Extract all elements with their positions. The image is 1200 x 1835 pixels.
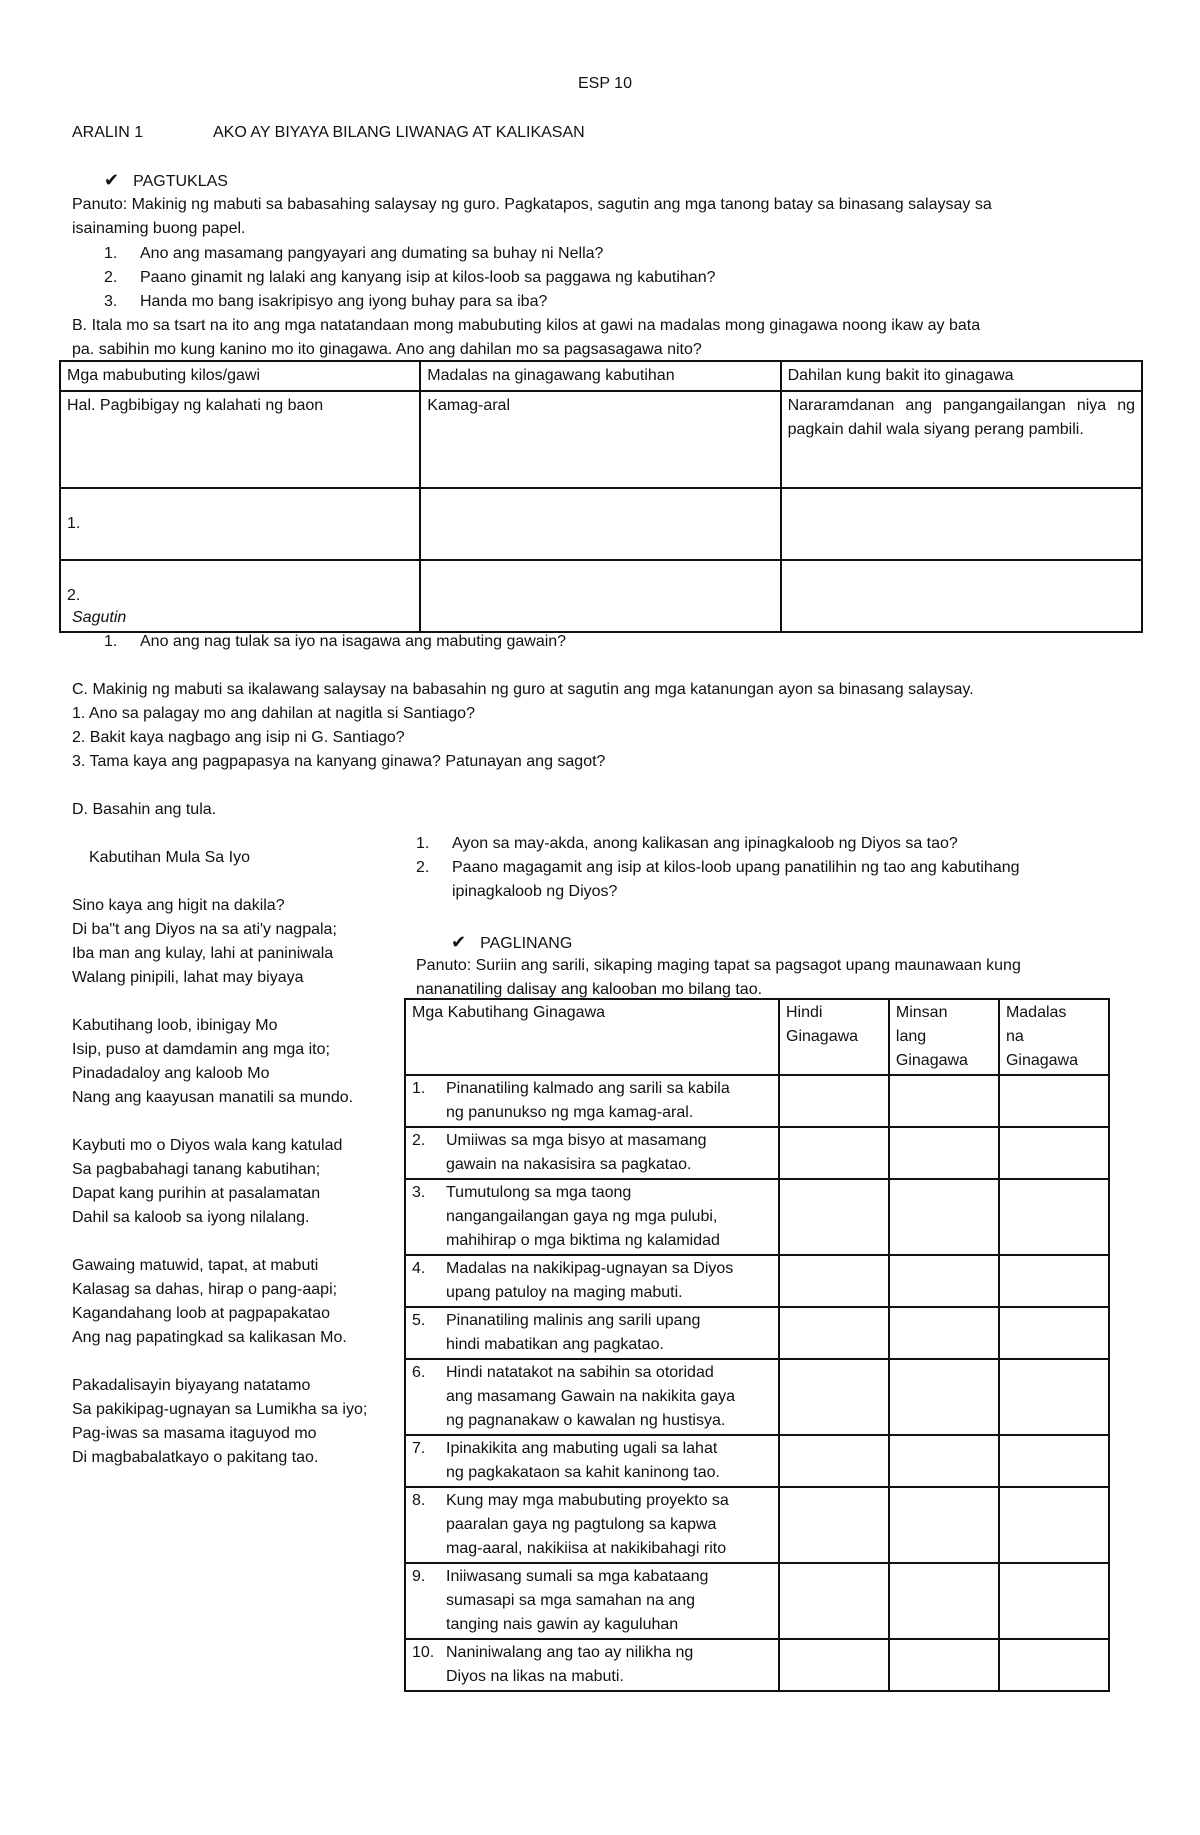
poem-line: Nang ang kaayusan manatili sa mundo. xyxy=(72,1089,354,1106)
section-b-instruction: B. Itala mo sa tsart na ito ang mga natatandaan mong mabubuting kilos at gawi na madalas mong ginagawa noong ikaw ay bata xyxy=(72,317,981,334)
table-cell: Kamag-aral xyxy=(420,391,780,488)
checkbox-cell[interactable] xyxy=(779,1075,889,1127)
pagtuklas-questions xyxy=(104,242,716,314)
section-c-question: 2. Bakit kaya nagbago ang isip ni G. Santiago? xyxy=(72,729,405,746)
checkbox-cell[interactable] xyxy=(779,1307,889,1359)
checkbox-cell[interactable] xyxy=(779,1639,889,1691)
checkbox-cell[interactable] xyxy=(999,1435,1109,1487)
paglinang-label: PAGLINANG xyxy=(480,935,573,952)
paglinang-heading xyxy=(451,930,572,956)
section-c-question: 1. Ano sa palagay mo ang dahilan at nagitla si Santiago? xyxy=(72,705,475,722)
checkbox-cell[interactable] xyxy=(889,1359,999,1435)
item-cell: 8. Kung may mga mabubuting proyekto sa paaralan gaya ng pagtulong sa kapwa mag-aaral, nakikiisa at nakikibahagi rito xyxy=(405,1487,779,1563)
poem-line: Di ba"t ang Diyos na sa ati'y nagpala; xyxy=(72,921,337,938)
checkbox-cell[interactable] xyxy=(999,1179,1109,1255)
table-row xyxy=(405,1127,1109,1179)
answer-cell[interactable] xyxy=(420,560,780,632)
checkbox-cell[interactable] xyxy=(889,1435,999,1487)
checkbox-cell[interactable] xyxy=(889,1639,999,1691)
pagtuklas-instruction-cont: isainaming buong papel. xyxy=(72,220,246,237)
checkbox-cell[interactable] xyxy=(889,1307,999,1359)
checkbox-cell[interactable] xyxy=(779,1255,889,1307)
table-row xyxy=(405,1435,1109,1487)
table-row xyxy=(405,1075,1109,1127)
paglinang-instruction: Panuto: Suriin ang sarili, sikaping maging tapat sa pagsagot upang maunawaan kung xyxy=(416,957,1021,974)
table-cell[interactable]: 1. xyxy=(60,488,420,560)
table-row xyxy=(60,560,1142,632)
poem-line: Sa pakikipag-ugnayan sa Lumikha sa iyo; xyxy=(72,1401,368,1418)
checkbox-cell[interactable] xyxy=(889,1075,999,1127)
poem-line: Pakadalisayin biyayang natatamo xyxy=(72,1377,311,1394)
checkbox-cell[interactable] xyxy=(999,1127,1109,1179)
subject-title: ESP 10 xyxy=(578,75,632,92)
checkbox-cell[interactable] xyxy=(779,1435,889,1487)
list-item: 3. Handa mo bang isakripisyo ang iyong buhay para sa iba? xyxy=(104,293,548,310)
lesson-title: AKO AY BIYAYA BILANG LIWANAG AT KALIKASAN xyxy=(213,124,585,141)
poem-questions xyxy=(416,832,1020,904)
poem-line: Pag-iwas sa masama itaguyod mo xyxy=(72,1425,317,1442)
poem-line: Pinadadaloy ang kaloob Mo xyxy=(72,1065,270,1082)
column-header: Minsan lang Ginagawa xyxy=(889,999,999,1075)
item-cell: 4. Madalas na nakikipag-ugnayan sa Diyos upang patuloy na maging mabuti. xyxy=(405,1255,779,1307)
poem-line: Kaybuti mo o Diyos wala kang katulad xyxy=(72,1137,343,1154)
list-item: 1. Ayon sa may-akda, anong kalikasan ang ipinagkaloob ng Diyos sa tao? xyxy=(416,835,958,852)
pagtuklas-label: PAGTUKLAS xyxy=(133,173,228,190)
table-row xyxy=(60,391,1142,488)
checkbox-cell[interactable] xyxy=(779,1359,889,1435)
checkbox-cell[interactable] xyxy=(999,1563,1109,1639)
pagtuklas-instruction: Panuto: Makinig ng mabuti sa babasahing salaysay ng guro. Pagkatapos, sagutin ang mga tanong batay sa binasang salaysay sa xyxy=(72,196,992,213)
section-c-intro: C. Makinig ng mabuti sa ikalawang salaysay na babasahin ng guro at sagutin ang mga katanungan ayon sa binasang salaysay. xyxy=(72,681,974,698)
paglinang-instruction-cont: nananatiling dalisay ang kalooban mo bilang tao. xyxy=(416,981,763,998)
poem-line: Ang nag papatingkad sa kalikasan Mo. xyxy=(72,1329,347,1346)
answer-cell[interactable] xyxy=(420,488,780,560)
table-row xyxy=(405,1563,1109,1639)
column-header: Dahilan kung bakit ito ginagawa xyxy=(781,361,1142,391)
answer-cell[interactable] xyxy=(781,488,1142,560)
checkbox-cell[interactable] xyxy=(779,1127,889,1179)
poem-line: Kagandahang loob at pagpapakatao xyxy=(72,1305,331,1322)
item-cell: 10. Naniniwalang ang tao ay nilikha ng Diyos na likas na mabuti. xyxy=(405,1639,779,1691)
item-cell: 3. Tumutulong sa mga taong nangangailangan gaya ng mga pulubi, mahihirap o mga biktima ng kalamidad xyxy=(405,1179,779,1255)
checkmark-icon: ✔ xyxy=(104,170,120,190)
poem-line: Walang pinipili, lahat may biyaya xyxy=(72,969,304,986)
checkbox-cell[interactable] xyxy=(889,1179,999,1255)
item-cell: 9. Iniiwasang sumali sa mga kabataang sumasapi sa mga samahan na ang tanging nais gawin ay kaguluhan xyxy=(405,1563,779,1639)
poem-line: Sa pagbabahagi tanang kabutihan; xyxy=(72,1161,321,1178)
poem-line: Gawaing matuwid, tapat, at mabuti xyxy=(72,1257,319,1274)
sagutin-label: Sagutin xyxy=(72,609,127,626)
section-b-instruction-cont: pa. sabihin mo kung kanino mo ito ginagawa. Ano ang dahilan mo sa pagsasagawa nito? xyxy=(72,341,702,358)
kilos-gawi-table xyxy=(59,360,1143,633)
checkbox-cell[interactable] xyxy=(779,1563,889,1639)
item-cell: 2. Umiiwas sa mga bisyo at masamang gawain na nakasisira sa pagkatao. xyxy=(405,1127,779,1179)
poem-line: Isip, puso at damdamin ang mga ito; xyxy=(72,1041,330,1058)
poem-line: Kalasag sa dahas, hirap o pang-aapi; xyxy=(72,1281,338,1298)
list-item: 1. Ano ang nag tulak sa iyo na isagawa ang mabuting gawain? xyxy=(104,633,567,650)
table-row xyxy=(405,1487,1109,1563)
checkbox-cell[interactable] xyxy=(889,1255,999,1307)
column-header: Madalas na Ginagawa xyxy=(999,999,1109,1075)
checkbox-cell[interactable] xyxy=(999,1639,1109,1691)
item-cell: 5. Pinanatiling malinis ang sarili upang hindi mabatikan ang pagkatao. xyxy=(405,1307,779,1359)
section-c-question: 3. Tama kaya ang pagpapasya na kanyang ginawa? Patunayan ang sagot? xyxy=(72,753,606,770)
column-header: Hindi Ginagawa xyxy=(779,999,889,1075)
table-row xyxy=(405,1179,1109,1255)
poem-line: Kabutihang loob, ibinigay Mo xyxy=(72,1017,278,1034)
checkbox-cell[interactable] xyxy=(779,1179,889,1255)
checkbox-cell[interactable] xyxy=(889,1563,999,1639)
checkbox-cell[interactable] xyxy=(999,1307,1109,1359)
table-row xyxy=(405,1255,1109,1307)
poem-title: Kabutihan Mula Sa Iyo xyxy=(89,849,250,866)
item-cell: 1. Pinanatiling kalmado ang sarili sa kabila ng panunukso ng mga kamag-aral. xyxy=(405,1075,779,1127)
poem-line: Dahil sa kaloob sa iyong nilalang. xyxy=(72,1209,310,1226)
table-cell: Nararamdanan ang pangangailangan niya ng pagkain dahil wala siyang perang pambili. xyxy=(781,391,1142,488)
checkmark-icon: ✔ xyxy=(451,932,467,952)
column-header: Mga mabubuting kilos/gawi xyxy=(60,361,420,391)
checkbox-cell[interactable] xyxy=(999,1255,1109,1307)
checkbox-cell[interactable] xyxy=(999,1487,1109,1563)
table-cell[interactable]: 2. xyxy=(60,560,420,632)
poem-line: Di magbabalatkayo o pakitang tao. xyxy=(72,1449,319,1466)
checkbox-cell[interactable] xyxy=(889,1487,999,1563)
sagutin-questions xyxy=(104,630,566,654)
table-header-row xyxy=(405,999,1109,1075)
table-row xyxy=(405,1639,1109,1691)
answer-cell[interactable] xyxy=(781,560,1142,632)
table-row xyxy=(405,1359,1109,1435)
list-item: 1. Ano ang masamang pangyayari ang dumating sa buhay ni Nella? xyxy=(104,245,604,262)
table-row xyxy=(60,488,1142,560)
column-header: Madalas na ginagawang kabutihan xyxy=(420,361,780,391)
poem-body xyxy=(72,894,367,1470)
table-cell: Hal. Pagbibigay ng kalahati ng baon xyxy=(60,391,420,488)
table-row xyxy=(405,1307,1109,1359)
poem-line: Sino kaya ang higit na dakila? xyxy=(72,897,285,914)
poem-line: Dapat kang purihin at pasalamatan xyxy=(72,1185,321,1202)
list-item: 2. Paano ginamit ng lalaki ang kanyang isip at kilos-loob sa paggawa ng kabutihan? xyxy=(104,269,716,286)
pagtuklas-heading xyxy=(104,168,228,194)
lesson-number: ARALIN 1 xyxy=(72,124,144,141)
column-header: Mga Kabutihang Ginagawa xyxy=(405,999,779,1075)
poem-line: Iba man ang kulay, lahi at paniniwala xyxy=(72,945,334,962)
item-cell: 7. Ipinakikita ang mabuting ugali sa lahat ng pagkakataon sa kahit kaninong tao. xyxy=(405,1435,779,1487)
item-cell: 6. Hindi natatakot na sabihin sa otoridad ang masamang Gawain na nakikita gaya ng pagnanakaw o kawalan ng hustisya. xyxy=(405,1359,779,1435)
kabutihan-checklist-table xyxy=(404,998,1110,1692)
checkbox-cell[interactable] xyxy=(779,1487,889,1563)
checkbox-cell[interactable] xyxy=(999,1359,1109,1435)
table-header-row xyxy=(60,361,1142,391)
list-item: 2. Paano magagamit ang isip at kilos-loob upang panatilihin ng tao ang kabutihang ipinagkaloob ng Diyos? xyxy=(416,859,1020,900)
checkbox-cell[interactable] xyxy=(999,1075,1109,1127)
checkbox-cell[interactable] xyxy=(889,1127,999,1179)
section-d-label: D. Basahin ang tula. xyxy=(72,801,217,818)
